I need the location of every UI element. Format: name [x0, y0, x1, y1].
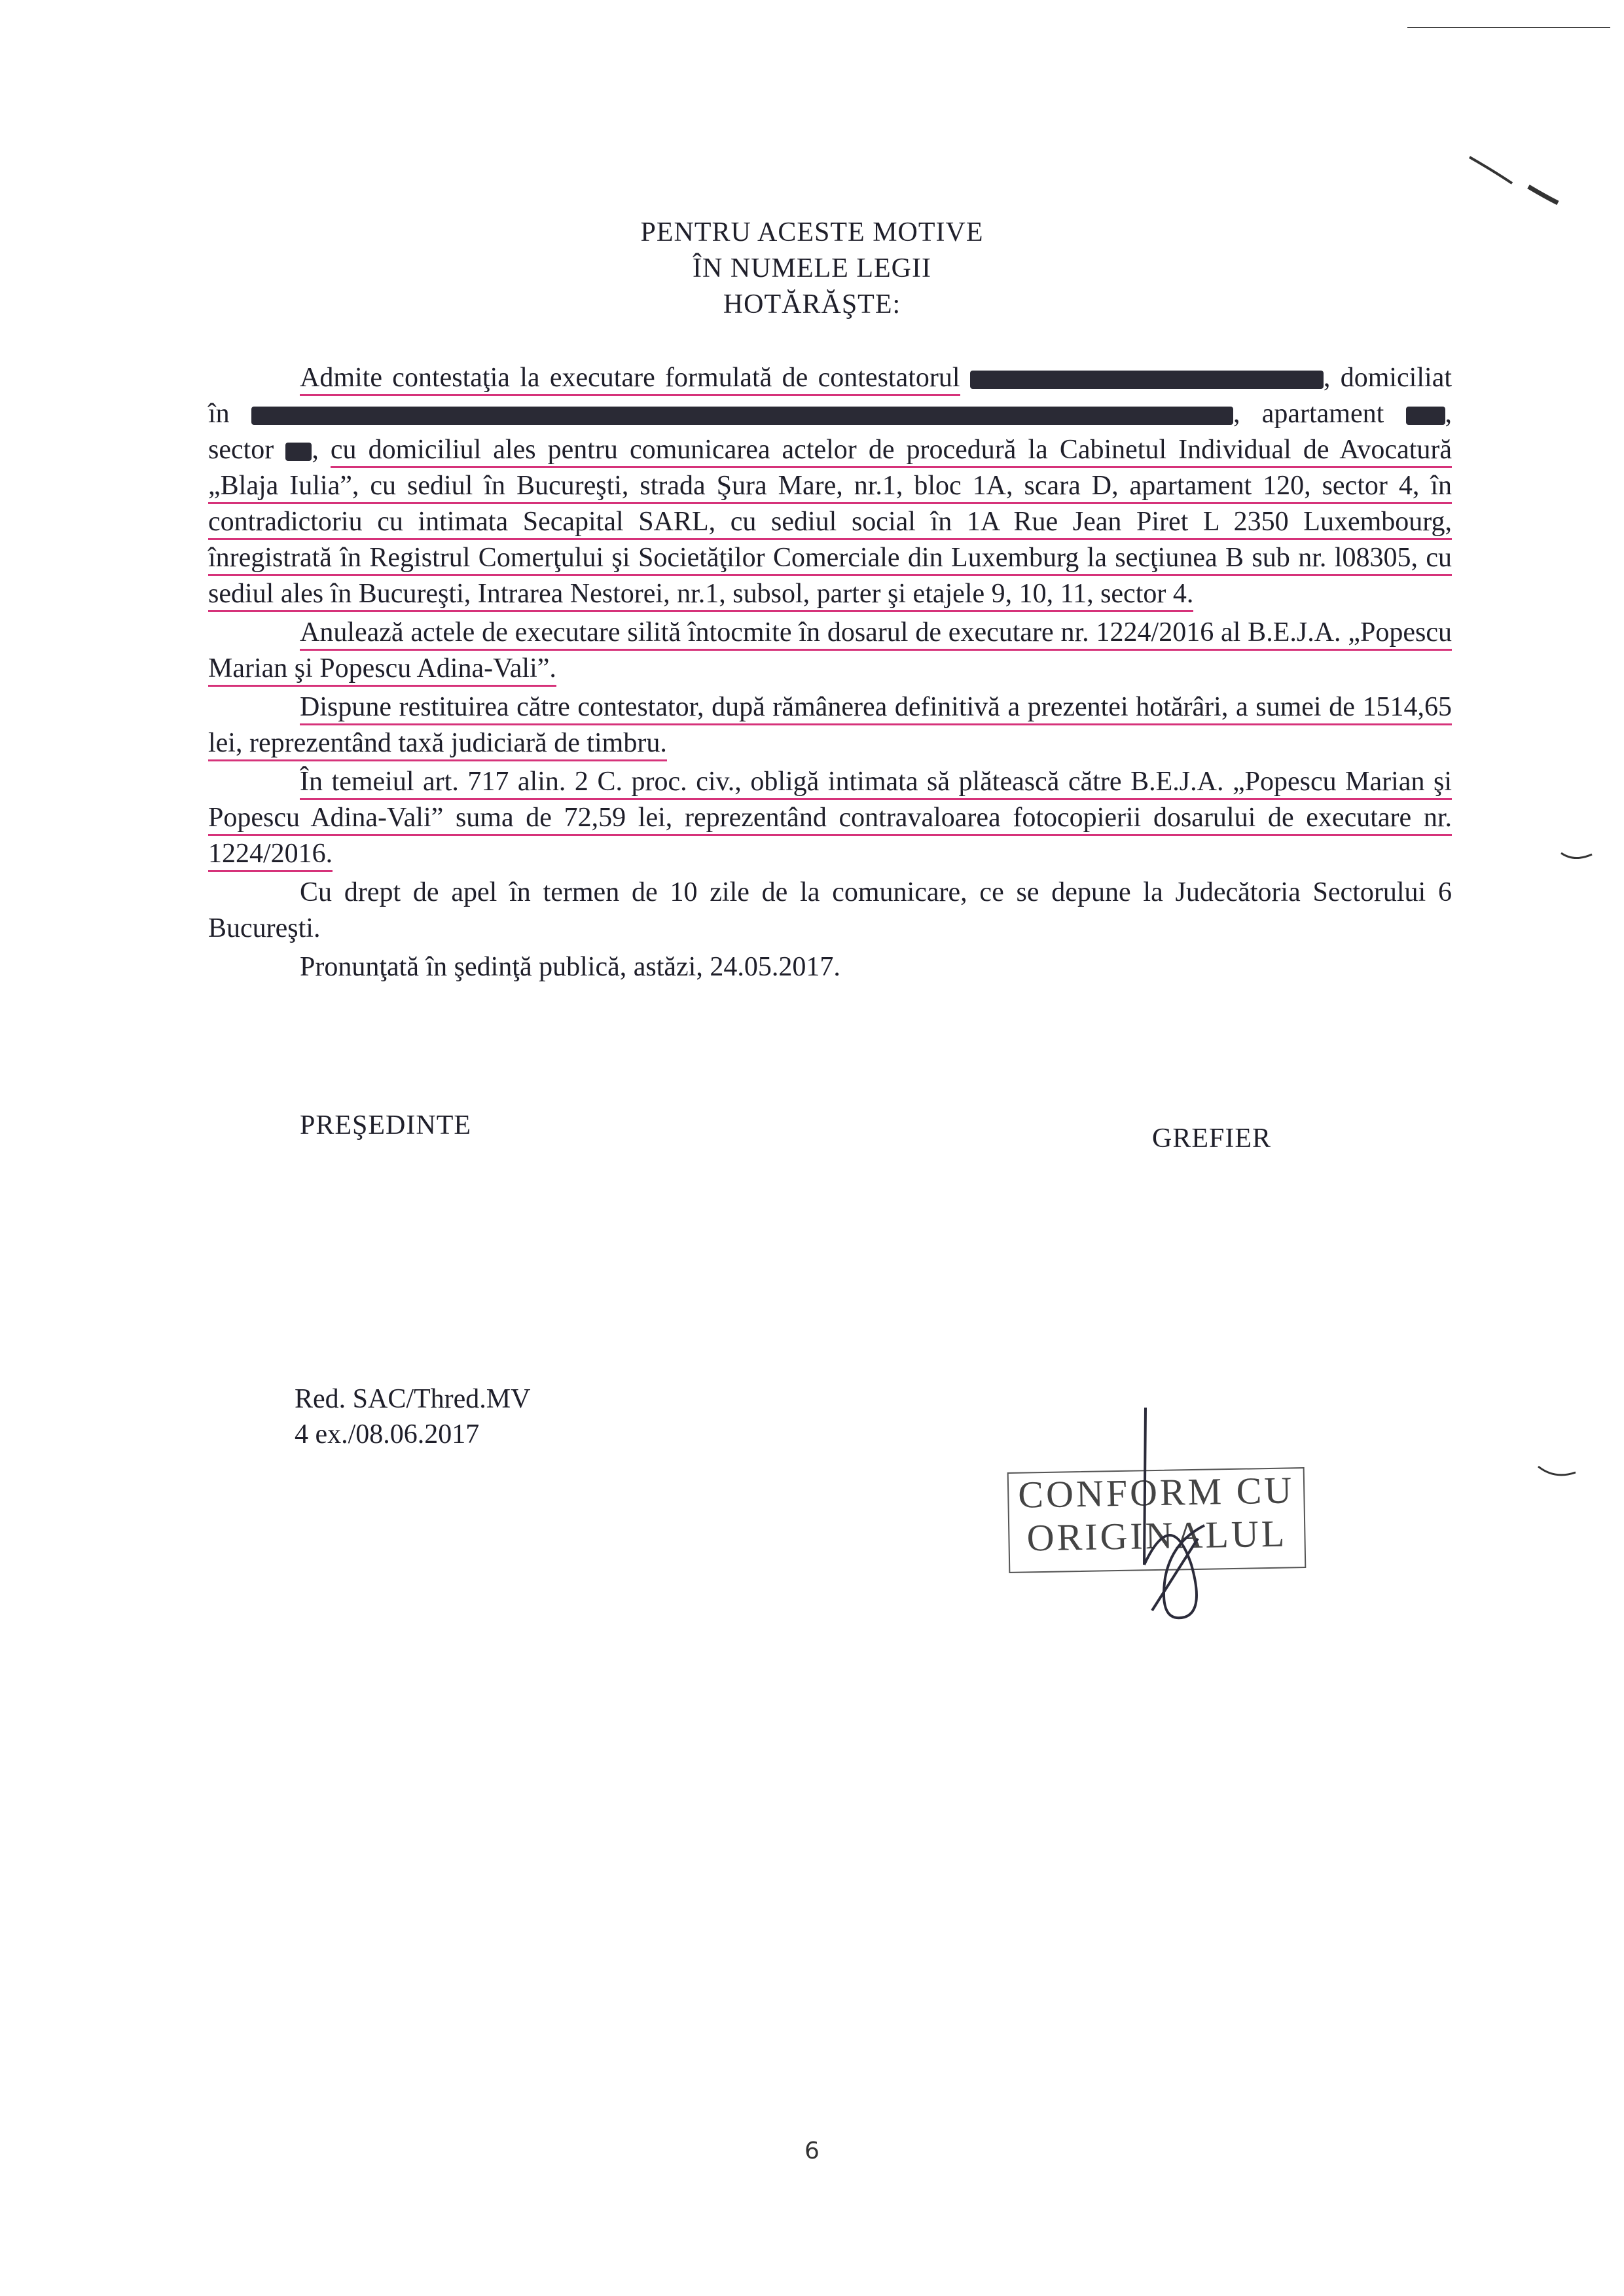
- heading-line-1: PENTRU ACESTE MOTIVE: [640, 217, 984, 247]
- ruling-text: Anulează actele de executare silită întocmite în dosarul de executare nr. 1224/2016 al B.E.J.A. „Popescu Marian şi Popescu Adina-Vali”.: [208, 617, 1452, 687]
- stamp-line-1: CONFORM CU: [1017, 1468, 1295, 1516]
- ruling-text: În temeiul art. 717 alin. 2 C. proc. civ., obligă intimata să plătească către B.E.J.A. „Popescu Marian şi Popescu Adina-Vali” suma de 72,59 lei, reprezentând contravaloarea fotocopierii dosarului de executare nr. 1224/2016.: [208, 767, 1452, 872]
- president-signature-label: PREŞEDINTE: [300, 1110, 471, 1140]
- clerk-signature-label: GREFIER: [1152, 1123, 1272, 1154]
- ruling-text: domiciliat în: [208, 363, 1452, 429]
- ruling-paragraph-1: Admite contestaţia la executare formulată de contestatorul , domiciliat în , apartament , sector , cu domiciliul ales pentru comunicarea actelor de procedură la Cabinetul Individual de Avocatură „Blaja Iulia”, cu sediul în Bucureşti, strada Şura Mare, nr.1, bloc 1A, scara D, apartament 120, sector 4, în contradictoriu cu intimata Secapital SARL, cu sediul social în 1A Rue Jean Piret L 2350 Luxembourg, înregistrată în Registrul Comerţului şi Societăţilor Comerciale din Luxemburg la secţiunea B sub nr. l08305, cu sediul ales în Bucureşti, Intrarea Nestorei, nr.1, subsol, parter şi etajele 9, 10, 11, sector 4.: [208, 360, 1452, 612]
- ruling-paragraph-3: [208, 689, 1452, 761]
- stamp-line-2: ORIGINALUL: [1026, 1512, 1288, 1559]
- redacted-name: [970, 371, 1324, 389]
- ruling-paragraph-6: Pronunţată în şedinţă publică, astăzi, 24.05.2017.: [300, 952, 840, 982]
- scan-edge-line: [1407, 20, 1617, 33]
- ruling-text: apartament: [1261, 399, 1384, 429]
- ruling-text: sector: [208, 435, 274, 465]
- ruling-paragraph-2: [208, 615, 1452, 687]
- pen-mark: [1466, 151, 1564, 210]
- heading-line-3: HOTĂRĂŞTE:: [723, 289, 901, 319]
- ruling-paragraph-4: [208, 764, 1452, 872]
- pen-mark: [1535, 1463, 1581, 1483]
- ruling-body: [208, 360, 1452, 985]
- redacted-apartment: [1406, 407, 1445, 425]
- drafting-reference: [295, 1381, 531, 1452]
- drafting-reference-line-2: 4 ex./08.06.2017: [295, 1419, 480, 1449]
- page-number: 6: [804, 2138, 820, 2164]
- ruling-paragraph-5: Cu drept de apel în termen de 10 zile de la comunicare, ce se depune la Judecătoria Sectorului 6 Bucureşti.: [208, 877, 1452, 943]
- heading-line-2: ÎN NUMELE LEGII: [693, 253, 931, 283]
- handwritten-signature: [1113, 1401, 1244, 1630]
- redacted-address: [251, 407, 1233, 425]
- pen-mark: [1558, 848, 1597, 867]
- ruling-text: cu domiciliul ales pentru comunicarea actelor de procedură la Cabinetul Individual de Avocatură „Blaja Iulia”, cu sediul în Bucureşti, strada Şura Mare, nr.1, bloc 1A, scara D, apartament 120, sector 4, în contradictoriu cu intimata Secapital SARL, cu sediul social în 1A Rue Jean Piret L 2350 Luxembourg, înregistrată în Registrul Comerţului şi Societăţilor Comerciale din Luxemburg la secţiunea B sub nr. l08305, cu sediul ales în Bucureşti, Intrarea Nestorei, nr.1, subsol, parter şi etajele 9, 10, 11, sector 4.: [208, 435, 1452, 612]
- drafting-reference-line-1: Red. SAC/Thred.MV: [295, 1384, 531, 1414]
- ruling-text: Admite contestaţia la executare formulată de contestatorul: [300, 363, 960, 396]
- redacted-sector: [285, 443, 312, 461]
- ruling-text: Dispune restituirea către contestator, după rămânerea definitivă a prezentei hotărâri, a sumei de 1514,65 lei, reprezentând taxă judiciară de timbru.: [208, 692, 1452, 761]
